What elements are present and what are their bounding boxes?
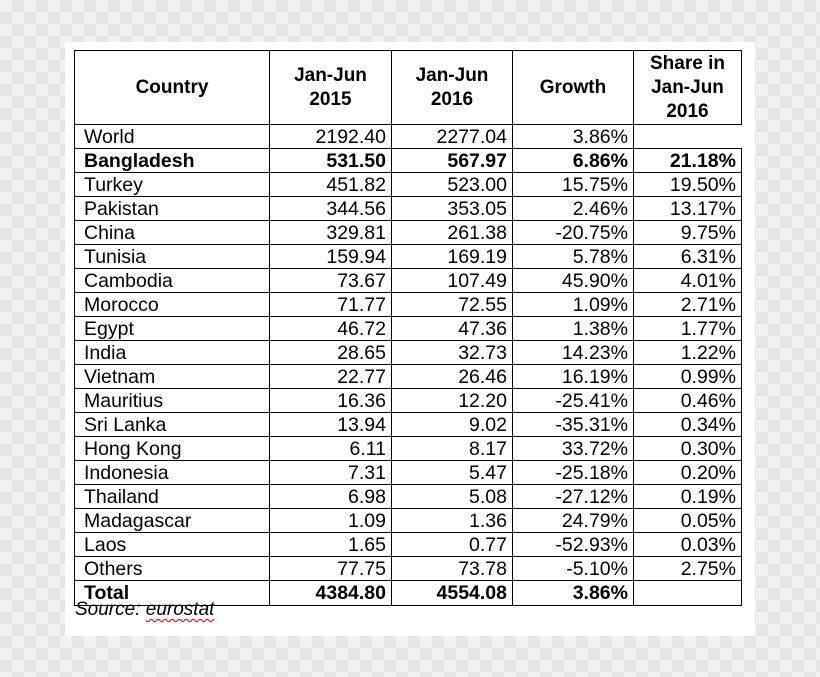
cell-growth: 15.75%	[513, 173, 634, 197]
cell-jan-jun-2015: 73.67	[270, 269, 392, 293]
cell-country: Bangladesh	[75, 149, 270, 173]
cell-jan-jun-2016: 12.20	[392, 389, 513, 413]
cell-share: 1.77%	[634, 317, 742, 341]
table-row	[75, 413, 742, 437]
cell-country: Vietnam	[75, 365, 270, 389]
cell-growth: 33.72%	[513, 437, 634, 461]
cell-growth: 1.09%	[513, 293, 634, 317]
cell-jan-jun-2016: 0.77	[392, 533, 513, 557]
cell-total-2016: 4554.08	[392, 581, 513, 606]
cell-country: Sri Lanka	[75, 413, 270, 437]
cell-total-share	[634, 581, 742, 606]
table-row	[75, 221, 742, 245]
cell-country: Madagascar	[75, 509, 270, 533]
cell-growth: -5.10%	[513, 557, 634, 581]
cell-country: Pakistan	[75, 197, 270, 221]
cell-jan-jun-2015: 159.94	[270, 245, 392, 269]
table-row	[75, 341, 742, 365]
table-row	[75, 485, 742, 509]
cell-country: Turkey	[75, 173, 270, 197]
header-jan-jun-2016: Jan-Jun 2016	[392, 51, 513, 125]
table-row	[75, 293, 742, 317]
cell-growth: 6.86%	[513, 149, 634, 173]
cell-share: 0.20%	[634, 461, 742, 485]
cell-growth: -25.41%	[513, 389, 634, 413]
header-jan-jun-2015: Jan-Jun 2015	[270, 51, 392, 125]
cell-jan-jun-2015: 16.36	[270, 389, 392, 413]
cell-share: 13.17%	[634, 197, 742, 221]
table-row	[75, 245, 742, 269]
cell-share: 0.34%	[634, 413, 742, 437]
cell-jan-jun-2016: 2277.04	[392, 125, 513, 149]
cell-jan-jun-2015: 71.77	[270, 293, 392, 317]
cell-country: Mauritius	[75, 389, 270, 413]
cell-country: World	[75, 125, 270, 149]
cell-share: 19.50%	[634, 173, 742, 197]
cell-growth: -25.18%	[513, 461, 634, 485]
source-note	[75, 599, 214, 621]
table-row	[75, 533, 742, 557]
cell-jan-jun-2015: 1.65	[270, 533, 392, 557]
cell-growth: 16.19%	[513, 365, 634, 389]
cell-share: 4.01%	[634, 269, 742, 293]
table-row	[75, 149, 742, 173]
cell-jan-jun-2015: 451.82	[270, 173, 392, 197]
cell-jan-jun-2015: 13.94	[270, 413, 392, 437]
cell-share: 2.75%	[634, 557, 742, 581]
cell-jan-jun-2015: 1.09	[270, 509, 392, 533]
cell-total-2015: 4384.80	[270, 581, 392, 606]
cell-jan-jun-2016: 8.17	[392, 437, 513, 461]
cell-growth: 1.38%	[513, 317, 634, 341]
cell-jan-jun-2016: 72.55	[392, 293, 513, 317]
cell-country: Egypt	[75, 317, 270, 341]
cell-share: 6.31%	[634, 245, 742, 269]
table-row	[75, 365, 742, 389]
cell-country: Hong Kong	[75, 437, 270, 461]
cell-jan-jun-2016: 9.02	[392, 413, 513, 437]
cell-jan-jun-2015: 22.77	[270, 365, 392, 389]
cell-jan-jun-2016: 169.19	[392, 245, 513, 269]
cell-growth: 24.79%	[513, 509, 634, 533]
cell-growth: -35.31%	[513, 413, 634, 437]
cell-jan-jun-2015: 7.31	[270, 461, 392, 485]
cell-country: Laos	[75, 533, 270, 557]
cell-jan-jun-2015: 6.11	[270, 437, 392, 461]
table-header-row	[75, 51, 742, 125]
table-row	[75, 461, 742, 485]
cell-jan-jun-2016: 5.08	[392, 485, 513, 509]
cell-jan-jun-2015: 329.81	[270, 221, 392, 245]
export-table	[74, 50, 742, 606]
table-row	[75, 509, 742, 533]
cell-jan-jun-2016: 353.05	[392, 197, 513, 221]
cell-share: 2.71%	[634, 293, 742, 317]
cell-growth: -27.12%	[513, 485, 634, 509]
cell-country: Cambodia	[75, 269, 270, 293]
cell-growth: 45.90%	[513, 269, 634, 293]
cell-country: Indonesia	[75, 461, 270, 485]
cell-growth: 2.46%	[513, 197, 634, 221]
cell-jan-jun-2015: 6.98	[270, 485, 392, 509]
cell-share: 0.03%	[634, 533, 742, 557]
table-body	[75, 125, 742, 606]
table-row	[75, 197, 742, 221]
table-row	[75, 389, 742, 413]
cell-jan-jun-2016: 32.73	[392, 341, 513, 365]
cell-jan-jun-2016: 261.38	[392, 221, 513, 245]
document-sheet	[65, 42, 755, 636]
cell-share: 0.05%	[634, 509, 742, 533]
cell-jan-jun-2016: 1.36	[392, 509, 513, 533]
cell-jan-jun-2016: 567.97	[392, 149, 513, 173]
cell-jan-jun-2015: 46.72	[270, 317, 392, 341]
cell-share: 0.46%	[634, 389, 742, 413]
cell-total-growth: 3.86%	[513, 581, 634, 606]
cell-country: Morocco	[75, 293, 270, 317]
cell-jan-jun-2016: 107.49	[392, 269, 513, 293]
cell-country: Thailand	[75, 485, 270, 509]
cell-country: India	[75, 341, 270, 365]
table-row	[75, 557, 742, 581]
cell-share: 0.99%	[634, 365, 742, 389]
cell-growth: 5.78%	[513, 245, 634, 269]
table-row	[75, 173, 742, 197]
cell-jan-jun-2016: 73.78	[392, 557, 513, 581]
cell-jan-jun-2016: 26.46	[392, 365, 513, 389]
table-row	[75, 269, 742, 293]
cell-growth: 3.86%	[513, 125, 634, 149]
source-name: eurostat	[145, 599, 215, 620]
cell-jan-jun-2015: 2192.40	[270, 125, 392, 149]
source-prefix: Source:	[75, 599, 146, 620]
table-row	[75, 317, 742, 341]
cell-share: 9.75%	[634, 221, 742, 245]
header-share: Share in Jan-Jun 2016	[634, 51, 742, 125]
table-row	[75, 125, 742, 149]
cell-country: Tunisia	[75, 245, 270, 269]
header-country: Country	[75, 51, 270, 125]
cell-jan-jun-2016: 47.36	[392, 317, 513, 341]
cell-total-label: Total	[75, 581, 270, 606]
cell-growth: -20.75%	[513, 221, 634, 245]
cell-jan-jun-2016: 523.00	[392, 173, 513, 197]
cell-jan-jun-2015: 344.56	[270, 197, 392, 221]
table-row	[75, 437, 742, 461]
cell-jan-jun-2015: 531.50	[270, 149, 392, 173]
cell-country: Others	[75, 557, 270, 581]
cell-country: China	[75, 221, 270, 245]
cell-growth: -52.93%	[513, 533, 634, 557]
cell-share: 0.19%	[634, 485, 742, 509]
header-growth: Growth	[513, 51, 634, 125]
cell-jan-jun-2015: 77.75	[270, 557, 392, 581]
cell-share: 21.18%	[634, 149, 742, 173]
cell-growth: 14.23%	[513, 341, 634, 365]
cell-share: 1.22%	[634, 341, 742, 365]
cell-share: 0.30%	[634, 437, 742, 461]
cell-jan-jun-2015: 28.65	[270, 341, 392, 365]
cell-jan-jun-2016: 5.47	[392, 461, 513, 485]
